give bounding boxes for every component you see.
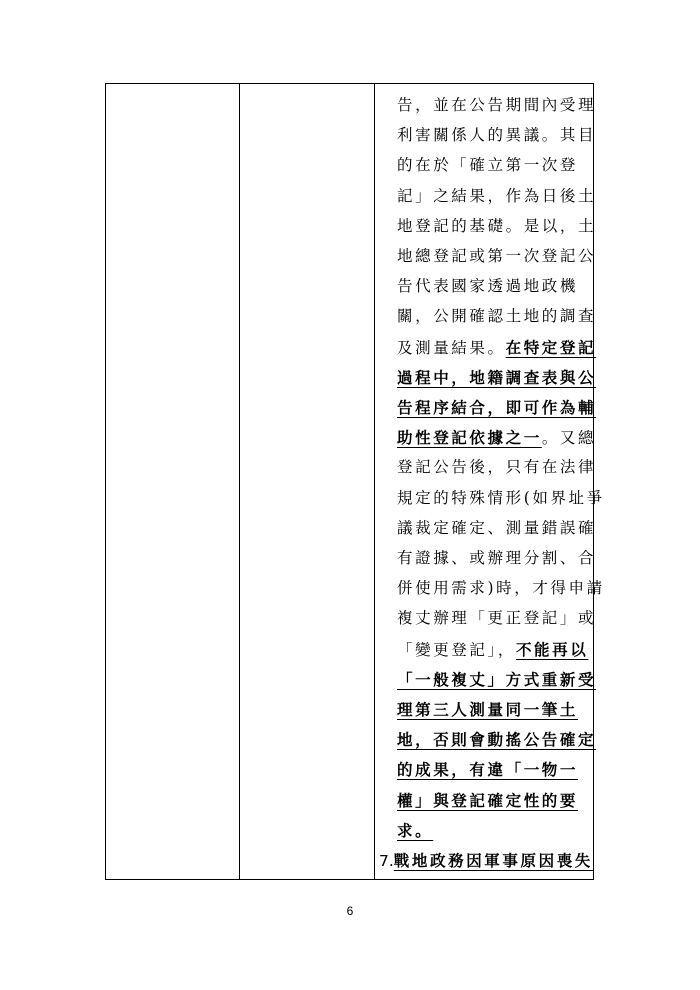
text-segment: 關，公開確認土地的調查: [397, 307, 597, 326]
column-divider-1: [239, 84, 240, 879]
text-line: [397, 762, 578, 779]
text-line: [397, 581, 605, 597]
text-line: [397, 309, 596, 325]
item-7-line: [379, 853, 593, 870]
emphasized-text: 助性登記依據之一: [397, 428, 542, 448]
text-segment: 記」之結果，作為日後土: [397, 186, 597, 205]
page-number: 6: [346, 904, 354, 918]
text-line: [397, 702, 578, 719]
text-line: [397, 400, 596, 417]
text-line: [397, 249, 596, 265]
emphasized-text: 過程中，地籍調查表與公: [397, 367, 597, 387]
text-line: [397, 337, 597, 357]
emphasized-text: 地，否則會動搖公告確定: [397, 730, 597, 750]
text-segment: 告，並在公告期間內受理: [397, 96, 597, 114]
text-segment: 議裁定確定、測量錯誤確: [397, 518, 597, 537]
text-segment: 複丈辦理「更正登記」或: [397, 609, 597, 628]
text-segment: 地總登記或第一次登記公: [397, 247, 597, 265]
emphasized-text: 的成果，有違「一物一: [397, 760, 579, 780]
emphasized-text: 權」與登記確定性的要: [397, 790, 579, 810]
emphasized-text: 「一般複丈」方式重新受: [397, 669, 597, 689]
text-line: [397, 430, 596, 447]
text-segment: 及測量結果。: [397, 338, 506, 357]
text-segment: 的在於「確立第一次登: [397, 156, 579, 175]
emphasized-text: 告程序結合，即可作為輔: [397, 398, 597, 417]
text-segment: 利害關係人的異議。其目: [397, 126, 597, 145]
text-line: [397, 488, 605, 507]
text-line: [397, 820, 434, 840]
text-line: [397, 158, 578, 174]
text-segment: 有證據、或辦理分割、合: [397, 549, 597, 567]
emphasized-text: 在特定登記: [505, 337, 597, 357]
text-line: [397, 732, 596, 749]
text-segment: 規定的特殊情形(如界址爭: [397, 488, 605, 507]
text-line: [397, 128, 596, 144]
text-line: [397, 98, 596, 114]
text-line: [397, 367, 597, 387]
text-segment: 地登記的基礎。是以，土: [397, 216, 597, 235]
text-segment: 併使用需求)時，才得申請: [397, 579, 605, 598]
text-segment: 登記公告後，只有在法律: [397, 458, 597, 477]
content-table: [105, 83, 605, 880]
emphasized-text: 理第三人測量同一筆土: [397, 700, 579, 719]
emphasized-text: 求。: [397, 820, 434, 840]
text-line: [397, 186, 597, 205]
emphasized-text: 不能再以: [515, 639, 589, 659]
item-number: 7.: [379, 852, 394, 870]
text-line: [397, 518, 597, 537]
text-line: [397, 790, 579, 810]
text-line: [397, 669, 597, 689]
text-line: [397, 279, 578, 295]
text-line: [397, 611, 596, 627]
text-line: [397, 216, 597, 235]
explanation-column: [375, 84, 605, 879]
item-7-text: 戰地政務因軍事原因喪失: [393, 851, 593, 870]
text-line: [397, 460, 596, 476]
text-line: [397, 551, 596, 567]
text-segment: 。又總: [541, 429, 597, 448]
text-line: [397, 639, 589, 659]
text-segment: 「變更登記」，: [397, 640, 516, 659]
text-segment: 告代表國家透過地政機: [397, 277, 579, 296]
